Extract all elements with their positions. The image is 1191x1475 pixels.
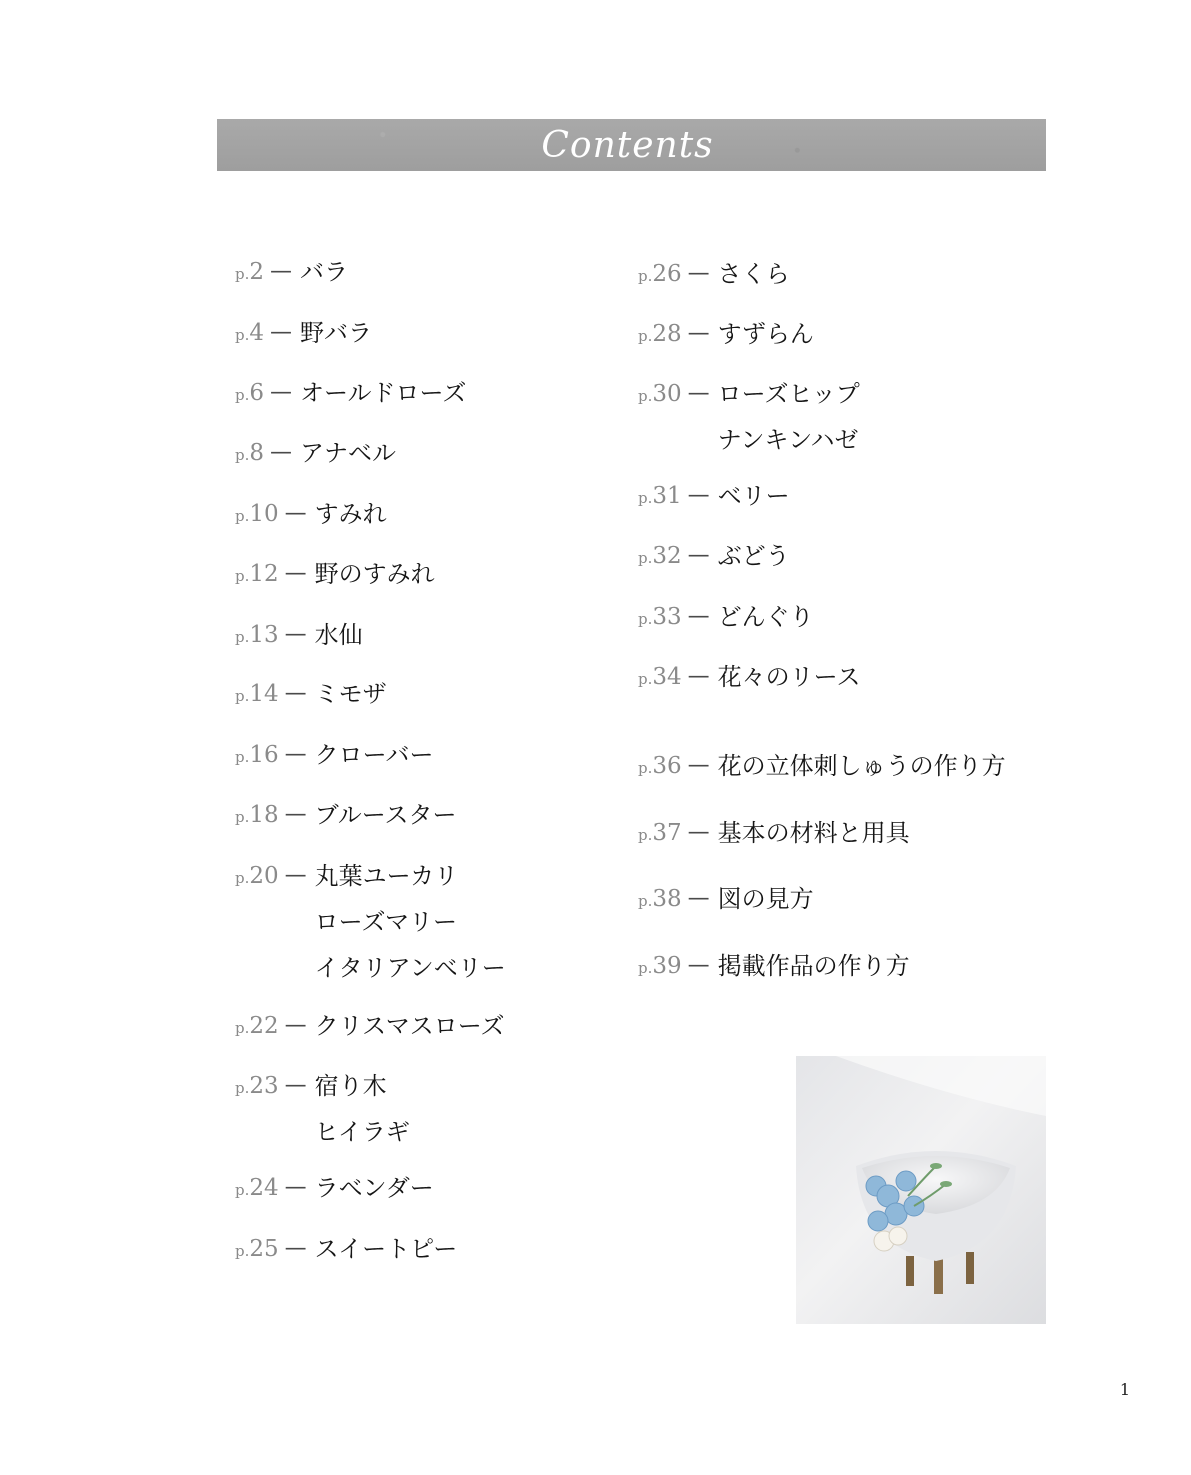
toc-item-title: クローバー bbox=[314, 741, 434, 769]
toc-entry bbox=[638, 818, 910, 850]
toc-entry bbox=[235, 620, 363, 652]
page-value: 24 bbox=[249, 1175, 279, 1201]
toc-titles bbox=[300, 318, 372, 348]
page-value: 22 bbox=[249, 1013, 279, 1039]
toc-item-title: さくら bbox=[717, 260, 790, 288]
toc-item-title: ローズマリー bbox=[314, 908, 457, 936]
toc-titles bbox=[718, 481, 790, 511]
toc-entry bbox=[235, 318, 372, 350]
toc-entry bbox=[638, 951, 910, 983]
toc-page-number bbox=[235, 1173, 279, 1205]
toc-page-number bbox=[235, 1071, 279, 1103]
toc-titles bbox=[300, 438, 396, 468]
toc-dash: — bbox=[284, 802, 307, 827]
toc-dash: — bbox=[687, 321, 710, 346]
toc-entry bbox=[235, 800, 457, 832]
contents-title-bar bbox=[217, 119, 1046, 171]
toc-item-title: すずらん bbox=[717, 320, 814, 348]
page-prefix: p. bbox=[638, 610, 653, 628]
toc-page-number bbox=[235, 378, 264, 410]
toc-page-number bbox=[638, 481, 682, 513]
toc-dash: — bbox=[687, 381, 710, 406]
toc-entry bbox=[235, 1173, 434, 1205]
toc-item-title: 水仙 bbox=[314, 621, 363, 649]
toc-item-title: ベリー bbox=[717, 482, 790, 510]
embroidered-flowers-bowl-photo bbox=[796, 1056, 1046, 1324]
toc-page-number bbox=[235, 318, 264, 350]
toc-titles bbox=[315, 740, 434, 770]
toc-titles bbox=[718, 379, 860, 455]
page-prefix: p. bbox=[235, 1242, 250, 1260]
page-prefix: p. bbox=[638, 670, 653, 688]
page-value: 6 bbox=[249, 380, 265, 406]
page-prefix: p. bbox=[638, 892, 653, 910]
toc-entry bbox=[235, 438, 396, 470]
page-prefix: p. bbox=[235, 326, 250, 344]
page-value: 33 bbox=[652, 604, 682, 630]
toc-titles bbox=[718, 662, 861, 692]
toc-page-number bbox=[638, 884, 682, 916]
toc-dash: — bbox=[284, 561, 307, 586]
page-prefix: p. bbox=[638, 759, 653, 777]
toc-dash: — bbox=[270, 440, 293, 465]
page-prefix: p. bbox=[235, 507, 250, 525]
toc-dash: — bbox=[687, 664, 710, 689]
page-value: 26 bbox=[652, 261, 682, 287]
toc-item-title: 花々のリース bbox=[717, 663, 861, 691]
toc-titles bbox=[718, 751, 1006, 781]
toc-item-title: 花の立体刺しゅうの作り方 bbox=[717, 752, 1006, 780]
page-value: 14 bbox=[249, 681, 279, 707]
toc-item-title: スイートピー bbox=[314, 1235, 458, 1263]
toc-titles bbox=[718, 259, 790, 289]
page-prefix: p. bbox=[235, 386, 250, 404]
page-prefix: p. bbox=[638, 959, 653, 977]
toc-page-number bbox=[235, 800, 279, 832]
page-prefix: p. bbox=[235, 265, 250, 283]
page-value: 2 bbox=[249, 259, 265, 285]
page-prefix: p. bbox=[638, 267, 653, 285]
page-value: 25 bbox=[249, 1236, 279, 1262]
toc-dash: — bbox=[284, 1073, 307, 1098]
page-prefix: p. bbox=[235, 1181, 250, 1199]
toc-item-title: 基本の材料と用具 bbox=[717, 819, 910, 847]
toc-dash: — bbox=[687, 953, 710, 978]
page-prefix: p. bbox=[638, 387, 653, 405]
toc-page-number bbox=[638, 259, 682, 291]
toc-dash: — bbox=[687, 261, 710, 286]
toc-entry bbox=[638, 602, 814, 634]
page-prefix: p. bbox=[235, 687, 250, 705]
page-value: 31 bbox=[652, 483, 682, 509]
toc-page-number bbox=[638, 319, 682, 351]
toc-entry bbox=[235, 861, 506, 983]
toc-entry bbox=[235, 1071, 410, 1147]
toc-page-number bbox=[638, 751, 682, 783]
page-value: 4 bbox=[249, 320, 265, 346]
page-value: 13 bbox=[249, 622, 279, 648]
toc-dash: — bbox=[284, 622, 307, 647]
page-value: 37 bbox=[652, 820, 682, 846]
toc-page-number bbox=[638, 541, 682, 573]
toc-dash: — bbox=[270, 380, 293, 405]
toc-entry bbox=[235, 257, 348, 289]
toc-item-title: すみれ bbox=[314, 500, 387, 528]
toc-entry bbox=[638, 481, 790, 513]
toc-page-number bbox=[235, 679, 279, 711]
page-value: 23 bbox=[249, 1073, 279, 1099]
toc-item-title: クリスマスローズ bbox=[314, 1012, 505, 1040]
toc-page-number bbox=[235, 438, 264, 470]
toc-dash: — bbox=[270, 259, 293, 284]
toc-titles bbox=[315, 679, 387, 709]
photo-illustration bbox=[796, 1056, 1046, 1324]
toc-entry bbox=[235, 679, 387, 711]
toc-entry bbox=[638, 662, 860, 694]
toc-dash: — bbox=[687, 604, 710, 629]
toc-titles bbox=[315, 559, 435, 589]
toc-entry bbox=[638, 379, 860, 455]
toc-dash: — bbox=[687, 753, 710, 778]
toc-item-title: 丸葉ユーカリ bbox=[314, 862, 459, 890]
toc-entry bbox=[235, 378, 466, 410]
toc-item-title: ぶどう bbox=[717, 542, 790, 570]
toc-item-title: 図の見方 bbox=[717, 885, 814, 913]
page-prefix: p. bbox=[235, 1019, 250, 1037]
page-prefix: p. bbox=[235, 1079, 250, 1097]
toc-item-title: ローズヒップ bbox=[717, 380, 860, 408]
toc-entry bbox=[235, 1011, 505, 1043]
page-prefix: p. bbox=[638, 549, 653, 567]
toc-dash: — bbox=[284, 863, 307, 888]
toc-page-number bbox=[235, 620, 279, 652]
toc-page-number bbox=[638, 379, 682, 411]
toc-item-title: ラベンダー bbox=[314, 1174, 434, 1202]
toc-entry bbox=[638, 541, 790, 573]
toc-titles bbox=[300, 378, 466, 408]
toc-dash: — bbox=[687, 886, 710, 911]
toc-titles bbox=[300, 257, 348, 287]
page-value: 18 bbox=[249, 802, 279, 828]
page-value: 36 bbox=[652, 753, 682, 779]
page-value: 20 bbox=[249, 863, 279, 889]
toc-item-title: ヒイラギ bbox=[314, 1118, 410, 1146]
toc-item-title: 掲載作品の作り方 bbox=[717, 952, 910, 980]
toc-titles bbox=[315, 800, 457, 830]
toc-dash: — bbox=[284, 1175, 307, 1200]
toc-entry bbox=[638, 884, 814, 916]
page-prefix: p. bbox=[235, 628, 250, 646]
toc-entry bbox=[235, 499, 387, 531]
toc-page-number bbox=[638, 818, 682, 850]
toc-dash: — bbox=[687, 483, 710, 508]
toc-dash: — bbox=[284, 1236, 307, 1261]
page-prefix: p. bbox=[235, 446, 250, 464]
toc-page-number bbox=[638, 662, 682, 694]
toc-item-title: どんぐり bbox=[717, 603, 814, 631]
page-value: 30 bbox=[652, 381, 682, 407]
toc-entry bbox=[235, 559, 435, 591]
page-prefix: p. bbox=[638, 826, 653, 844]
toc-page-number bbox=[235, 499, 279, 531]
page-prefix: p. bbox=[235, 869, 250, 887]
toc-page-number bbox=[235, 559, 279, 591]
toc-item-title: 野バラ bbox=[300, 319, 373, 347]
page-value: 10 bbox=[249, 501, 279, 527]
page-prefix: p. bbox=[638, 489, 653, 507]
toc-titles bbox=[718, 884, 814, 914]
page-prefix: p. bbox=[235, 748, 250, 766]
page-value: 38 bbox=[652, 886, 682, 912]
toc-titles bbox=[315, 861, 506, 983]
toc-dash: — bbox=[270, 320, 293, 345]
toc-dash: — bbox=[284, 742, 307, 767]
toc-titles bbox=[315, 1011, 505, 1041]
toc-item-title: ナンキンハゼ bbox=[717, 426, 859, 454]
page-value: 16 bbox=[249, 742, 279, 768]
toc-item-title: 宿り木 bbox=[314, 1072, 387, 1100]
toc-titles bbox=[718, 319, 814, 349]
toc-page-number bbox=[235, 861, 279, 893]
toc-dash: — bbox=[284, 501, 307, 526]
toc-item-title: バラ bbox=[300, 258, 349, 286]
toc-entry bbox=[638, 259, 790, 291]
toc-dash: — bbox=[687, 820, 710, 845]
toc-dash: — bbox=[284, 681, 307, 706]
toc-page-number bbox=[235, 1234, 279, 1266]
toc-item-title: ブルースター bbox=[314, 801, 457, 829]
toc-entry bbox=[638, 751, 1006, 783]
toc-titles bbox=[718, 541, 790, 571]
toc-item-title: アナベル bbox=[300, 439, 397, 467]
toc-titles bbox=[315, 499, 387, 529]
toc-titles bbox=[315, 1173, 434, 1203]
toc-page-number bbox=[235, 257, 264, 289]
toc-entry bbox=[235, 1234, 457, 1266]
toc-titles bbox=[718, 818, 910, 848]
toc-page-number bbox=[235, 1011, 279, 1043]
toc-item-title: 野のすみれ bbox=[314, 560, 435, 588]
toc-titles bbox=[718, 951, 910, 981]
page-value: 12 bbox=[249, 561, 279, 587]
toc-item-title: ミモザ bbox=[314, 680, 387, 708]
toc-item-title: イタリアンベリー bbox=[314, 954, 506, 982]
contents-title: Contents bbox=[541, 124, 714, 166]
page-value: 39 bbox=[652, 953, 682, 979]
toc-titles bbox=[718, 602, 814, 632]
page-value: 8 bbox=[249, 440, 265, 466]
page-number: 1 bbox=[1119, 1380, 1130, 1399]
toc-page-number bbox=[638, 602, 682, 634]
page-prefix: p. bbox=[638, 327, 653, 345]
toc-dash: — bbox=[687, 543, 710, 568]
page-prefix: p. bbox=[235, 567, 250, 585]
toc-dash: — bbox=[284, 1013, 307, 1038]
toc-titles bbox=[315, 1234, 458, 1264]
toc-entry bbox=[638, 319, 814, 351]
toc-page-number bbox=[235, 740, 279, 772]
page-value: 32 bbox=[652, 543, 682, 569]
page-value: 28 bbox=[652, 321, 682, 347]
page-value: 34 bbox=[652, 664, 682, 690]
toc-page-number bbox=[638, 951, 682, 983]
toc-titles bbox=[315, 1071, 410, 1147]
toc-item-title: オールドローズ bbox=[300, 379, 467, 407]
toc-entry bbox=[235, 740, 433, 772]
toc-titles bbox=[315, 620, 363, 650]
page-prefix: p. bbox=[235, 808, 250, 826]
